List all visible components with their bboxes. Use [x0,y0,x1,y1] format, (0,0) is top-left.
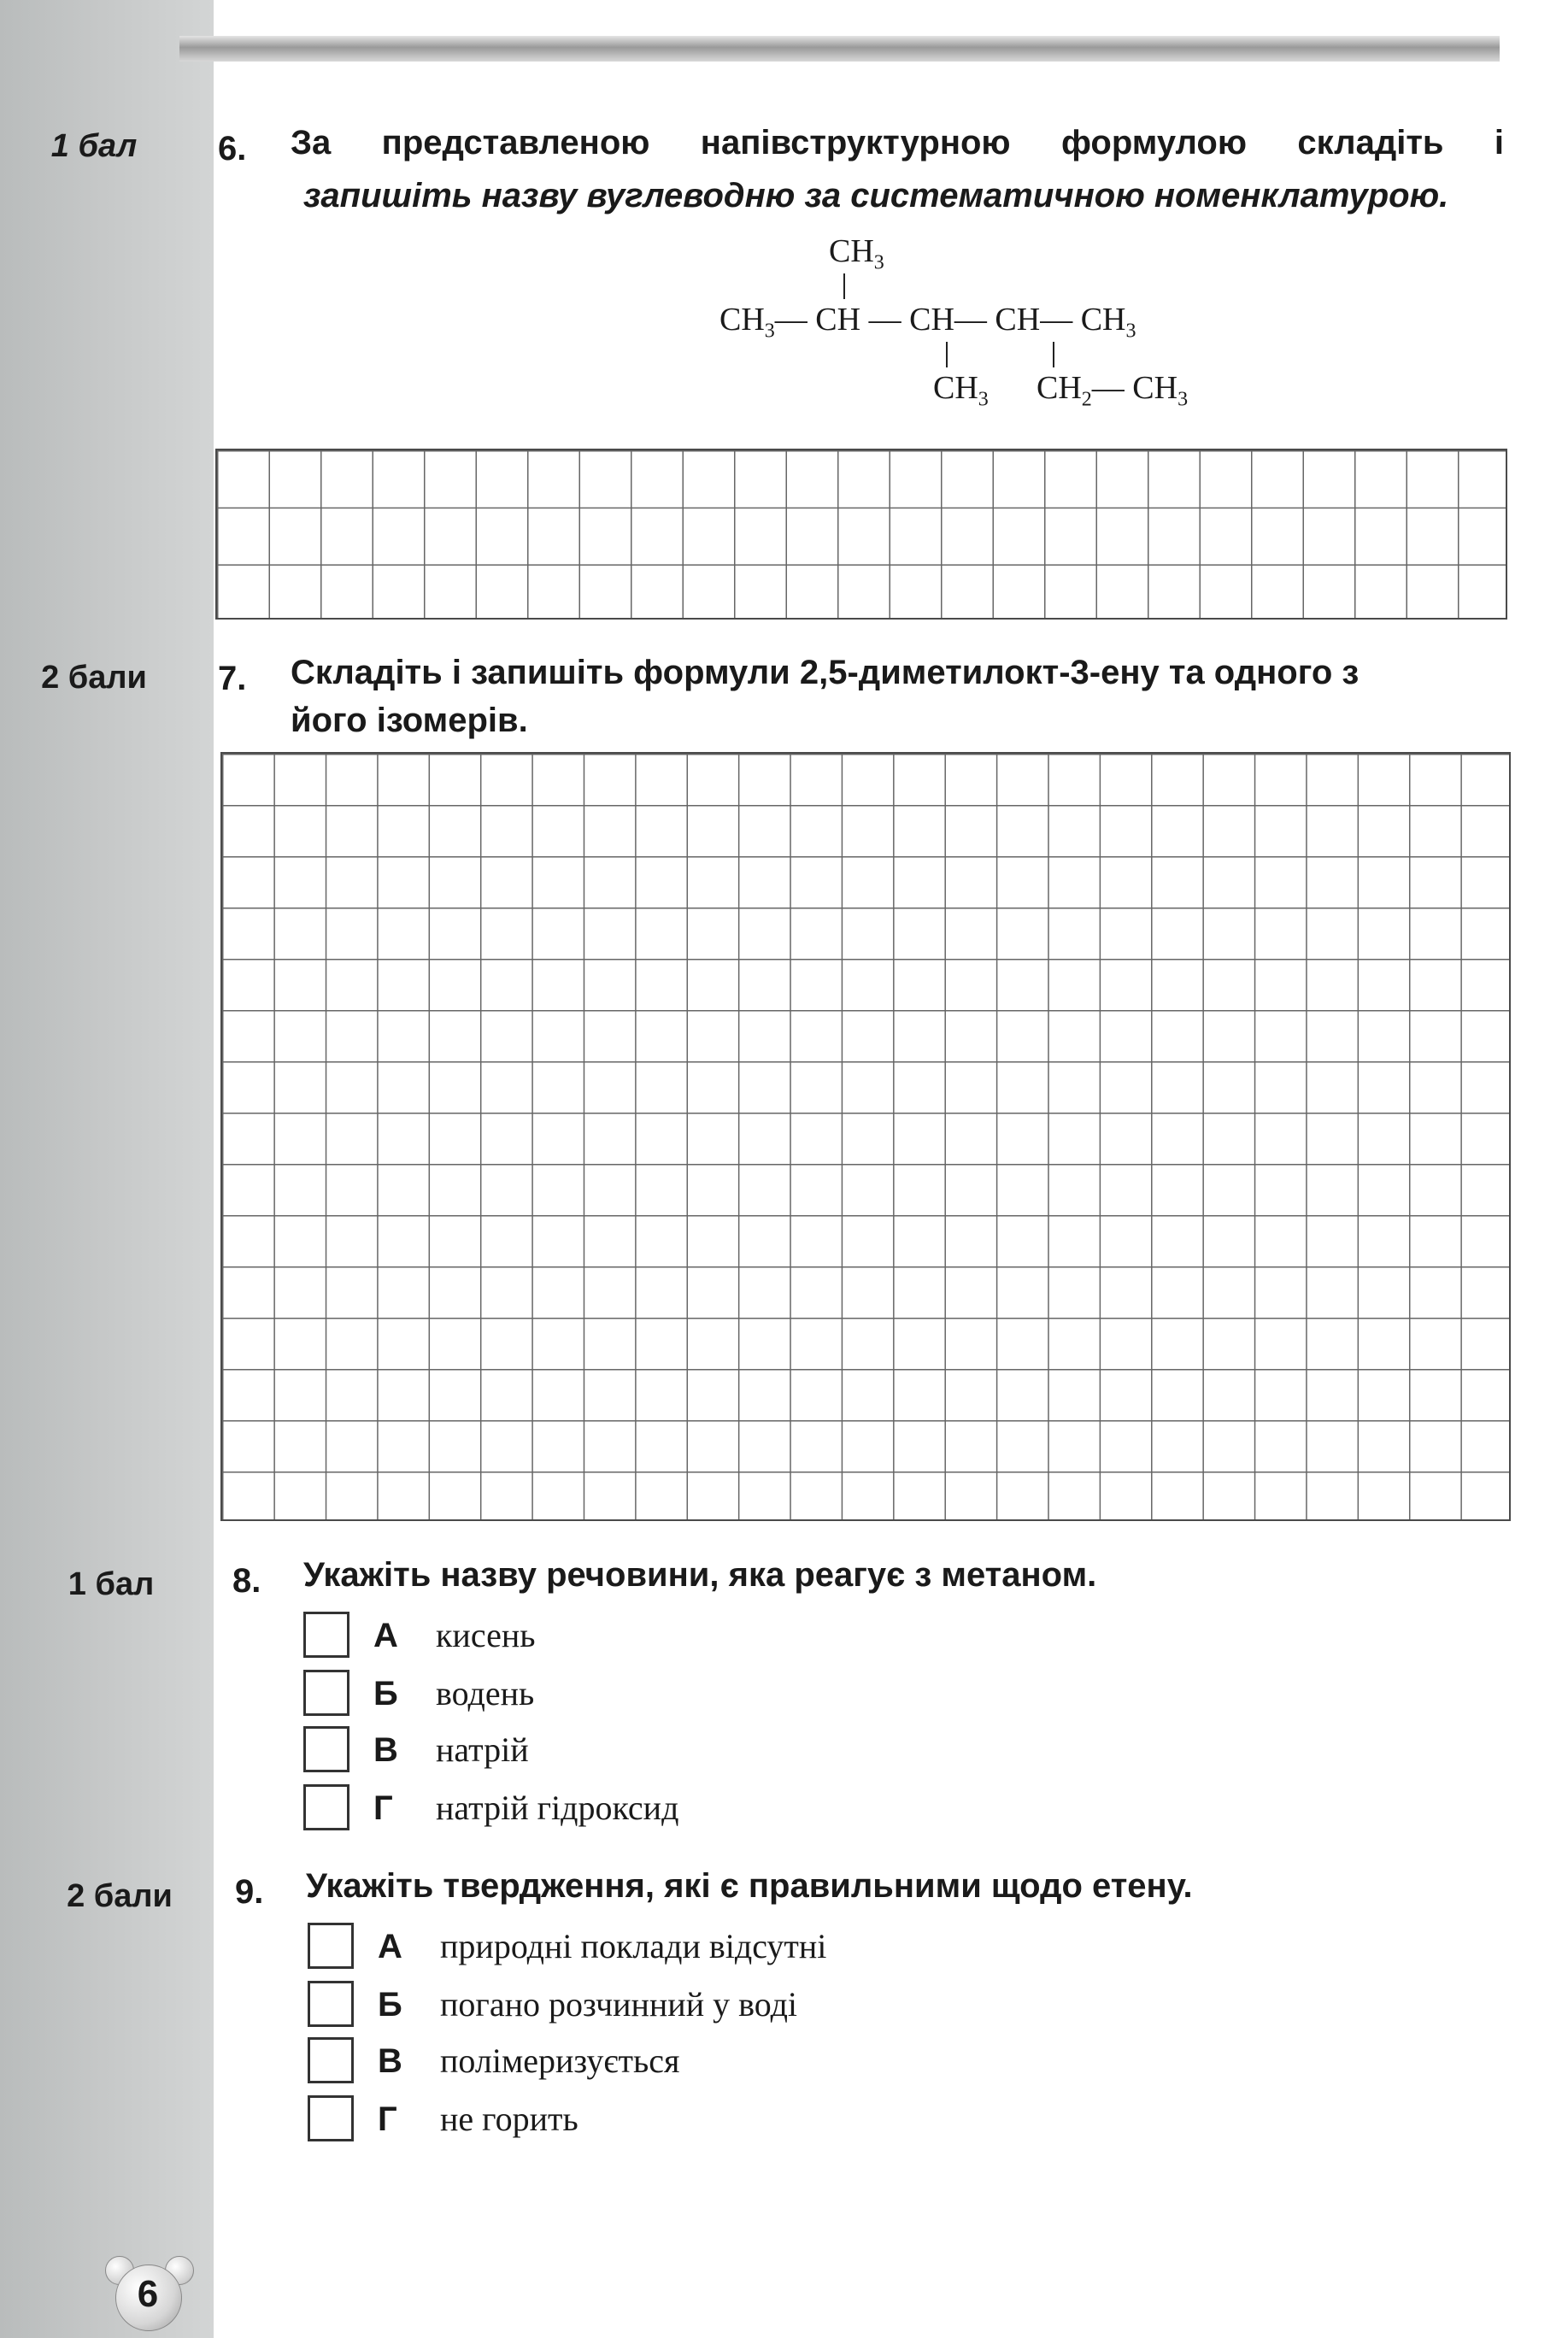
page-number: 6 [137,2273,159,2315]
q7-number: 7. [218,660,247,697]
option-text: натрій гідроксид [436,1789,679,1827]
option-text: водень [436,1674,535,1712]
option-letter: В [378,2042,402,2080]
checkbox[interactable] [308,1923,354,1969]
q9-points: 2 бали [67,1878,173,1914]
option-text: натрій [436,1730,529,1769]
q6-points: 1 бал [50,128,138,164]
option-letter: В [373,1731,398,1769]
q6-answer-grid[interactable] [215,449,1507,620]
q6-text-line1: За представленою напівструктурною формулою складіть і [291,124,1504,162]
q7-text-line2: його ізомерів. [291,702,528,739]
option-text: не горить [440,2100,578,2138]
q8-points: 1 бал [68,1566,155,1602]
q9-number: 9. [235,1873,264,1911]
q7-text-line1: Складіть і запишіть формули 2,5-диметилокт-3-ену та одного з [291,654,1360,691]
option-text: погано розчинний у воді [440,1985,798,2024]
q6-text-line2: запишіть назву вуглеводню за систематичною номенклатурою. [303,177,1449,214]
option-letter: Г [373,1789,393,1827]
q8-number: 8. [232,1562,261,1600]
formula-branch-ethyl: $CH_2—$ $CH_3$ [1037,370,1189,411]
option-letter: Б [378,1986,402,2024]
option-text: природні поклади відсутні [440,1927,827,1965]
q6-number: 6. [218,130,247,167]
q7-answer-grid[interactable] [220,752,1511,1521]
checkbox[interactable] [308,2095,354,2141]
checkbox[interactable] [308,2037,354,2083]
checkbox[interactable] [303,1612,349,1658]
left-margin-strip [0,0,214,2338]
option-letter: Г [378,2100,397,2138]
checkbox[interactable] [308,1981,354,2027]
formula-top-group: $CH_3$ [829,233,884,274]
option-text: полімеризується [440,2041,680,2080]
option-letter: А [373,1617,398,1654]
formula-main-chain: $CH_3—$ CH — CH— CH— $CH_3$ [719,302,1136,343]
page-number-badge [98,2256,192,2333]
q9-text: Укажіть твердження, які є правильними щодо етену. [306,1867,1193,1905]
q8-text: Укажіть назву речовини, яка реагує з метаном. [303,1556,1097,1594]
checkbox[interactable] [303,1784,349,1830]
checkbox[interactable] [303,1726,349,1772]
option-letter: Б [373,1675,398,1712]
checkbox[interactable] [303,1670,349,1716]
formula-branch-methyl: $CH_3$ [933,370,989,411]
top-rule [179,36,1500,62]
option-text: кисень [436,1616,536,1654]
q7-points: 2 бали [41,660,147,696]
option-letter: А [378,1928,402,1965]
